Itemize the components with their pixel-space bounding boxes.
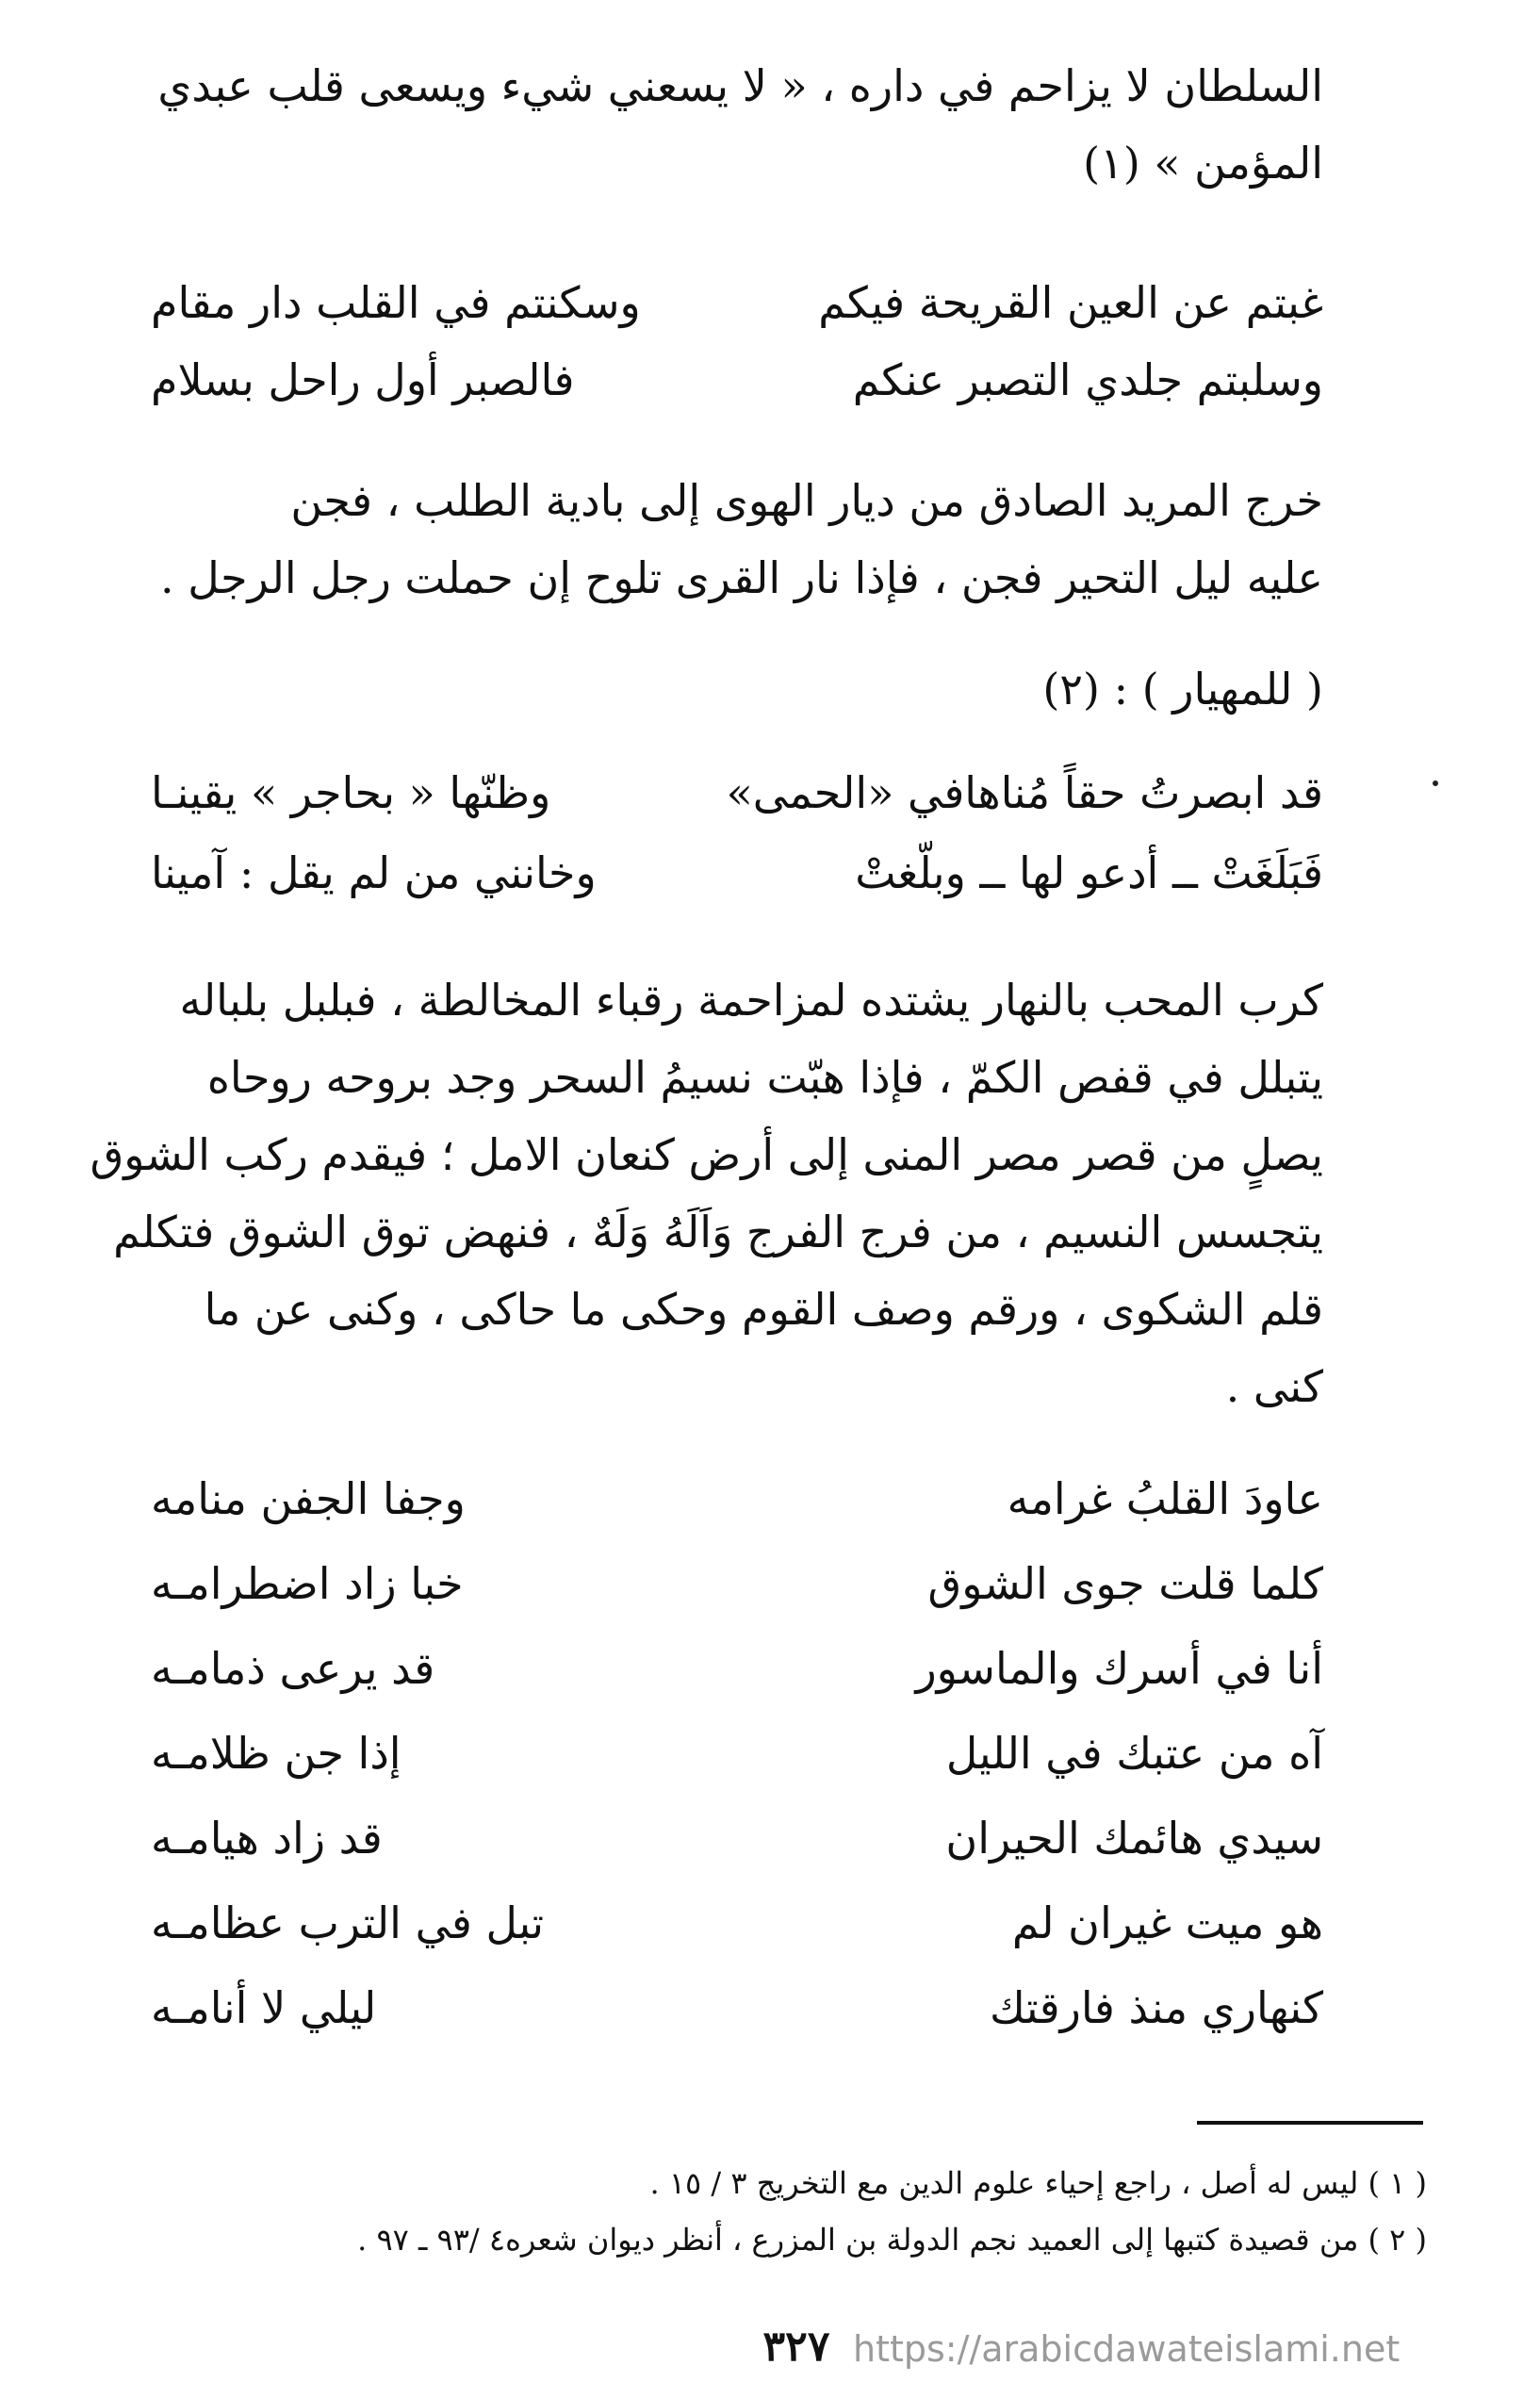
poem-line-2-first-hemistich: كلما قلت جوى الشوق bbox=[927, 1558, 1323, 1609]
poet-attribution-text: ( للمهيار ) : (٢) bbox=[1042, 664, 1323, 714]
poem-line-7 bbox=[151, 1965, 1323, 2050]
poem-line-4 bbox=[151, 1711, 1323, 1796]
verse2-line-2-second-hemistich: وخانني من لم يقل : آمينا bbox=[151, 847, 597, 898]
poem-line-5-first-hemistich: سيدي هائمك الحيران bbox=[945, 1813, 1323, 1864]
paragraph-2 bbox=[90, 961, 1323, 1425]
poem-line-3-first-hemistich: أنا في أسرك والماسور bbox=[915, 1643, 1323, 1694]
verse2-line-2 bbox=[151, 834, 1323, 912]
poem-line-1-first-hemistich: عاودَ القلبُ غرامه bbox=[1007, 1473, 1323, 1524]
poem-line-6 bbox=[151, 1881, 1323, 1965]
paragraph-2-line-3: يصلٍ من قصر مصر المنى إلى أرض كنعان الامل ؛ فيقدم ركب الشوق bbox=[90, 1129, 1323, 1180]
page-number: ٣٢٧ bbox=[762, 2323, 830, 2371]
poem-line-6-first-hemistich: هو ميت غيران لم bbox=[1011, 1897, 1323, 1948]
paragraph-2-line-4: يتجسس النسيم ، من فرج الفرج وَاَلَهُ وَلَهٌ ، فنهض توق الشوق فتكلم bbox=[113, 1207, 1323, 1257]
paragraph-2-line-1: كرب المحب بالنهار يشتده لمزاحمة رقباء المخالطة ، فبلبل بلباله bbox=[179, 975, 1323, 1026]
poem-line-7-first-hemistich: كنهاري منذ فارقتك bbox=[990, 1982, 1323, 2033]
verse1-line-1 bbox=[151, 264, 1323, 341]
intro-line-1: السلطان لا يزاحم في داره ، « لا يسعني شيء ويسعى قلب عبدي bbox=[157, 60, 1323, 111]
paragraph-1 bbox=[151, 462, 1323, 616]
poem-line-3 bbox=[151, 1626, 1323, 1711]
paragraph-1-line-1: خرج المريد الصادق من ديار الهوى إلى بادية الطلب ، فجن bbox=[290, 475, 1323, 526]
poet-attribution bbox=[151, 650, 1323, 728]
poem-line-3-second-hemistich: قد يرعى ذمامـه bbox=[151, 1643, 435, 1694]
verse1-line-2-second-hemistich: فالصبر أول راحل بسلام bbox=[151, 354, 575, 405]
intro-paragraph bbox=[151, 47, 1323, 202]
verse1-line-2 bbox=[151, 341, 1323, 419]
poem-line-4-second-hemistich: إذا جن ظلامـه bbox=[151, 1728, 401, 1779]
watermark-url: https://arabicdawateislami.net bbox=[853, 2328, 1401, 2370]
poem-line-2-second-hemistich: خبا زاد اضطرامـه bbox=[151, 1558, 464, 1609]
verse2-line-2-first-hemistich: فَبَلَغَتْ ــ أدعو لها ــ وبلّغتْ bbox=[855, 847, 1323, 898]
paragraph-2-line-5: قلم الشكوى ، ورقم وصف القوم وحكى ما حاكى ، وكنى عن ما bbox=[204, 1284, 1323, 1335]
verse1-line-2-first-hemistich: وسلبتم جلدي التصبر عنكم bbox=[852, 354, 1323, 405]
poem-line-4-first-hemistich: آه من عتبك في الليل bbox=[945, 1728, 1323, 1779]
paragraph-2-line-2: يتبلل في قفص الكمّ ، فإذا هبّت نسيمُ السحر وجد بروحه روحاه bbox=[206, 1052, 1323, 1103]
verse1-line-1-first-hemistich: غبتم عن العين القريحة فيكم bbox=[818, 277, 1323, 328]
verse1-line-1-second-hemistich: وسكنتم في القلب دار مقام bbox=[151, 277, 641, 328]
paragraph-2-line-6: كنى . bbox=[1225, 1361, 1323, 1412]
poem-line-6-second-hemistich: تبل في الترب عظامـه bbox=[151, 1897, 545, 1948]
poem-line-5-second-hemistich: قد زاد هيامـه bbox=[151, 1813, 383, 1864]
intro-line-2: المؤمن » (١) bbox=[1083, 138, 1323, 189]
poem-line-2 bbox=[151, 1541, 1323, 1626]
poem-line-1 bbox=[151, 1456, 1323, 1541]
margin-mark bbox=[1433, 780, 1438, 786]
footnote-1: ( ١ ) ليس له أصل ، راجع إحياء علوم الدين مع التخريج ٣ / ١٥ . bbox=[649, 2165, 1427, 2201]
verse2-line-1-second-hemistich: وظنّها « بحاجر » يقينـا bbox=[151, 767, 551, 818]
paragraph-1-line-2: عليه ليل التحير فجن ، فإذا نار القرى تلوح إن حملت رجل الرجل . bbox=[159, 552, 1323, 603]
poem-line-7-second-hemistich: ليلي لا أنامـه bbox=[151, 1982, 377, 2033]
footnote-separator bbox=[1197, 2121, 1423, 2125]
poem-line-5 bbox=[151, 1796, 1323, 1881]
poem-line-1-second-hemistich: وجفا الجفن منامه bbox=[151, 1473, 466, 1524]
verse2-line-1 bbox=[151, 754, 1323, 831]
verse2-line-1-first-hemistich: قد ابصرتُ حقاً مُناهافي «الحمى» bbox=[726, 767, 1323, 818]
footnote-2: ( ٢ ) من قصيدة كتبها إلى العميد نجم الدولة بن المزرع ، أنظر ديوان شعره٤ /٩٣ ـ ٩٧ . bbox=[357, 2222, 1427, 2258]
